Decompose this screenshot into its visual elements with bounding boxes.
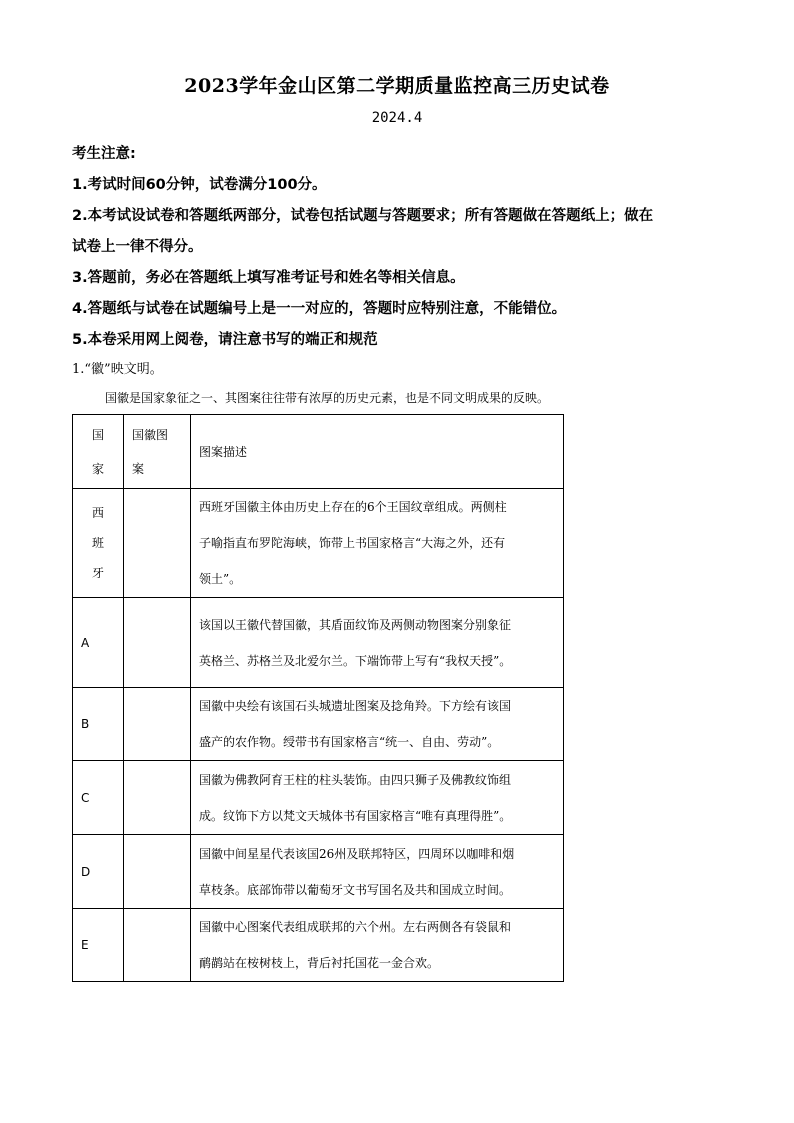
table-row: [73, 598, 564, 688]
notice-item: 4.答题纸与试卷在试题编号上是一一对应的，答题时应特别注意，不能错位。: [72, 301, 567, 317]
notice-item: 5.本卷采用网上阅卷，请注意书写的端正和规范: [72, 332, 378, 348]
description-line: 国徽中心图案代表组成联邦的六个州。左右两侧各有袋鼠和: [199, 920, 512, 934]
row-country: C: [73, 761, 124, 835]
notice-item: 2.本考试设试卷和答题纸两部分，试卷包括试题与答题要求；所有答题做在答题纸上；做在: [72, 208, 654, 224]
table-row: [73, 909, 564, 982]
description-line: 草枝条。底部饰带以葡萄牙文书写国名及共和国成立时间。: [199, 882, 512, 897]
notice-heading: 考生注意:: [72, 146, 136, 162]
table-row: [73, 489, 564, 598]
row-emblem-image: [124, 688, 191, 761]
row-emblem-image: [124, 835, 191, 909]
description-line: 子喻指直布罗陀海峡，饰带上书国家格言“大海之外，还有: [199, 536, 506, 550]
notice-item: 试卷上一律不得分。: [72, 239, 203, 255]
row-country: E: [73, 909, 124, 982]
description-line: 国徽中间星星代表该国26州及联邦特区，四周环以咖啡和烟: [199, 846, 515, 861]
row-country: [73, 489, 124, 598]
description-line: 西班牙国徽主体由历史上存在的6个王国纹章组成。两侧柱: [199, 500, 507, 514]
header-country-line: 家: [91, 461, 104, 476]
notice-item: 1.考试时间60分钟，试卷满分100分。: [72, 177, 327, 193]
notice-item: 3.答题前，务必在答题纸上填写准考证号和姓名等相关信息。: [72, 270, 465, 286]
row-emblem-image: [124, 909, 191, 982]
row-emblem-image: [124, 598, 191, 688]
question-title: 1.“徽”映文明。: [72, 362, 163, 377]
description-line: 国徽为佛教阿育王柱的柱头装饰。由四只狮子及佛教纹饰组: [199, 772, 512, 787]
exam-date: 2024.4: [371, 110, 423, 126]
row-description: [191, 835, 564, 909]
header-pattern: [124, 415, 191, 489]
header-pattern-line: 国徽图: [132, 427, 169, 442]
description-line: 成。纹饰下方以梵文天城体书有国家格言“唯有真理得胜”。: [199, 808, 512, 823]
row-description: [191, 688, 564, 761]
description-line: 国徽中央绘有该国石头城遗址图案及捻角羚。下方绘有该国: [199, 699, 512, 713]
country-char: 班: [91, 536, 104, 550]
country-char: 西: [91, 506, 104, 520]
row-country: A: [73, 598, 124, 688]
description-line: 该国以王徽代替国徽，其盾面纹饰及两侧动物图案分别象征: [199, 617, 512, 632]
header-country: [73, 415, 124, 489]
description-line: 领土”。: [199, 572, 242, 586]
table-row: [73, 835, 564, 909]
table-header-row: [73, 415, 564, 489]
question-intro: 国徽是国家象征之一、其图案往往带有浓厚的历史元素，也是不同文明成果的反映。: [105, 391, 550, 405]
row-description: [191, 909, 564, 982]
row-emblem-image: [124, 761, 191, 835]
table-row: [73, 688, 564, 761]
emblem-table: [72, 414, 564, 982]
table-row: [73, 761, 564, 835]
description-line: 英格兰、苏格兰及北爱尔兰。下端饰带上写有“我权天授”。: [199, 653, 512, 668]
row-emblem-image: [124, 489, 191, 598]
row-description: [191, 489, 564, 598]
header-pattern-line: 案: [132, 461, 145, 476]
header-country-line: 国: [91, 427, 104, 442]
header-description: 图案描述: [191, 415, 564, 489]
country-char: 牙: [91, 566, 104, 580]
row-country: D: [73, 835, 124, 909]
page-title: 2023学年金山区第二学期质量监控高三历史试卷: [184, 75, 610, 97]
row-description: [191, 761, 564, 835]
row-description: [191, 598, 564, 688]
row-country: B: [73, 688, 124, 761]
description-line: 盛产的农作物。绶带书有国家格言“统一、自由、劳动”。: [199, 735, 500, 749]
description-line: 鸸鹋站在桉树枝上，背后衬托国花一金合欢。: [199, 956, 440, 970]
